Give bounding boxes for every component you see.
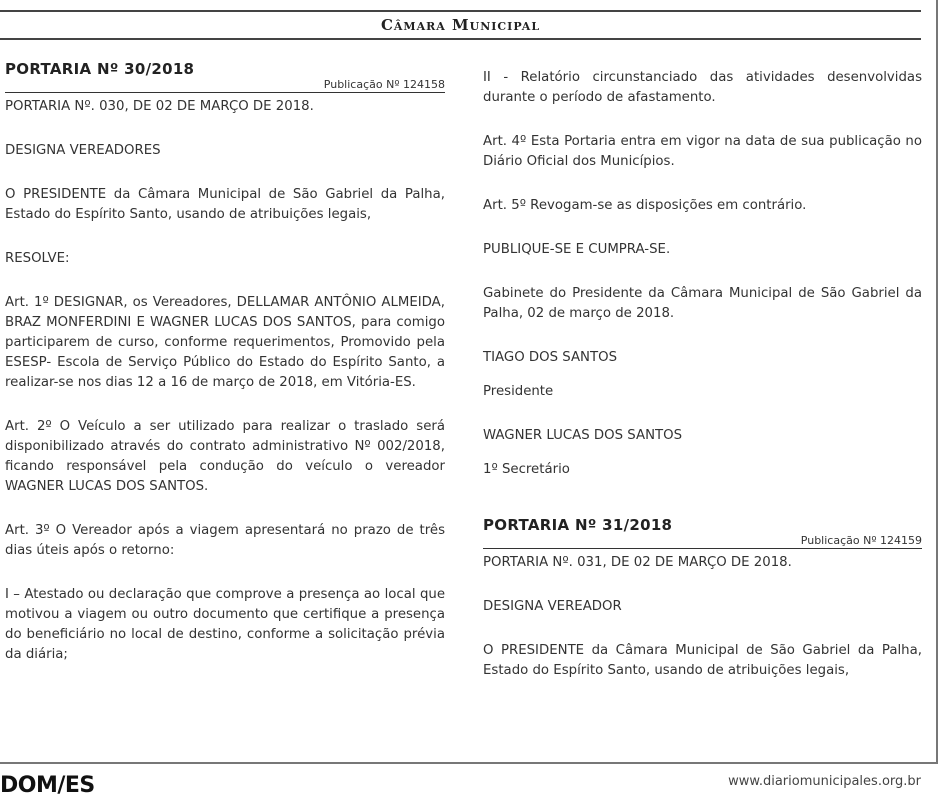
paragraph: Art. 5º Revogam-se as disposições em contrário. bbox=[483, 198, 807, 213]
signature-name: WAGNER LUCAS DOS SANTOS bbox=[483, 428, 683, 443]
portaria-title: PORTARIA Nº 31/2018 bbox=[483, 516, 673, 534]
signature-role: Presidente bbox=[483, 384, 554, 399]
paragraph: DESIGNA VEREADOR bbox=[483, 599, 622, 614]
section-header: Câmara Municipal bbox=[0, 10, 921, 40]
paragraph: Art. 3º O Vereador após a viagem apresentará no prazo de três dias úteis após o retorno: bbox=[5, 523, 445, 558]
paragraph: DESIGNA VEREADORES bbox=[5, 143, 161, 158]
signature-role: 1º Secretário bbox=[483, 462, 570, 477]
paragraph: Art. 4º Esta Portaria entra em vigor na data de sua publicação no Diário Oficial dos Municípios. bbox=[483, 134, 922, 169]
footer-url[interactable]: www.diariomunicipales.org.br bbox=[728, 774, 921, 789]
footer bbox=[0, 770, 949, 811]
paragraph: RESOLVE: bbox=[5, 251, 70, 266]
paragraph: Art. 1º DESIGNAR, os Vereadores, DELLAMAR ANTÔNIO ALMEIDA, BRAZ MONFERDINI E WAGNER LUCAS DOS SANTOS, para comigo participarem de curso, conforme requerimentos, Promovido pela ESESP- Escola de Serviço Público do Estado do Espírito Santo, a realizar-se nos dias 12 a 16 de março de 2018, em Vitória-ES. bbox=[5, 295, 445, 390]
paragraph: Art. 2º O Veículo a ser utilizado para realizar o traslado será disponibilizado através do contrato administrativo Nº 002/2018, ficando responsável pela condução do veículo o vereador WAGNER LUCAS DOS SANTOS. bbox=[5, 419, 445, 494]
right-column bbox=[483, 68, 922, 681]
publication-number: Publicação Nº 124159 bbox=[483, 534, 922, 549]
paragraph: PUBLIQUE-SE E CUMPRA-SE. bbox=[483, 242, 671, 257]
paragraph: O PRESIDENTE da Câmara Municipal de São Gabriel da Palha, Estado do Espírito Santo, usando de atribuições legais, bbox=[483, 643, 922, 678]
footer-logo: DOM/ES bbox=[0, 773, 95, 798]
paragraph: Gabinete do Presidente da Câmara Municipal de São Gabriel da Palha, 02 de março de 2018. bbox=[483, 286, 922, 321]
portaria-title: PORTARIA Nº 30/2018 bbox=[5, 60, 195, 78]
publication-number: Publicação Nº 124158 bbox=[5, 78, 445, 93]
paragraph: PORTARIA Nº. 030, DE 02 DE MARÇO DE 2018. bbox=[5, 99, 314, 114]
left-column bbox=[5, 60, 445, 665]
paragraph: O PRESIDENTE da Câmara Municipal de São Gabriel da Palha, Estado do Espírito Santo, usando de atribuições legais, bbox=[5, 187, 445, 222]
paragraph: I – Atestado ou declaração que comprove a presença ao local que motivou a viagem ou outro documento que certifique a presença do beneficiário no local de destino, conforme a solicitação prévia da diária; bbox=[5, 587, 445, 662]
paragraph: PORTARIA Nº. 031, DE 02 DE MARÇO DE 2018. bbox=[483, 555, 792, 570]
signature-name: TIAGO DOS SANTOS bbox=[483, 350, 618, 365]
paragraph: II - Relatório circunstanciado das atividades desenvolvidas durante o período de afastamento. bbox=[483, 70, 922, 105]
